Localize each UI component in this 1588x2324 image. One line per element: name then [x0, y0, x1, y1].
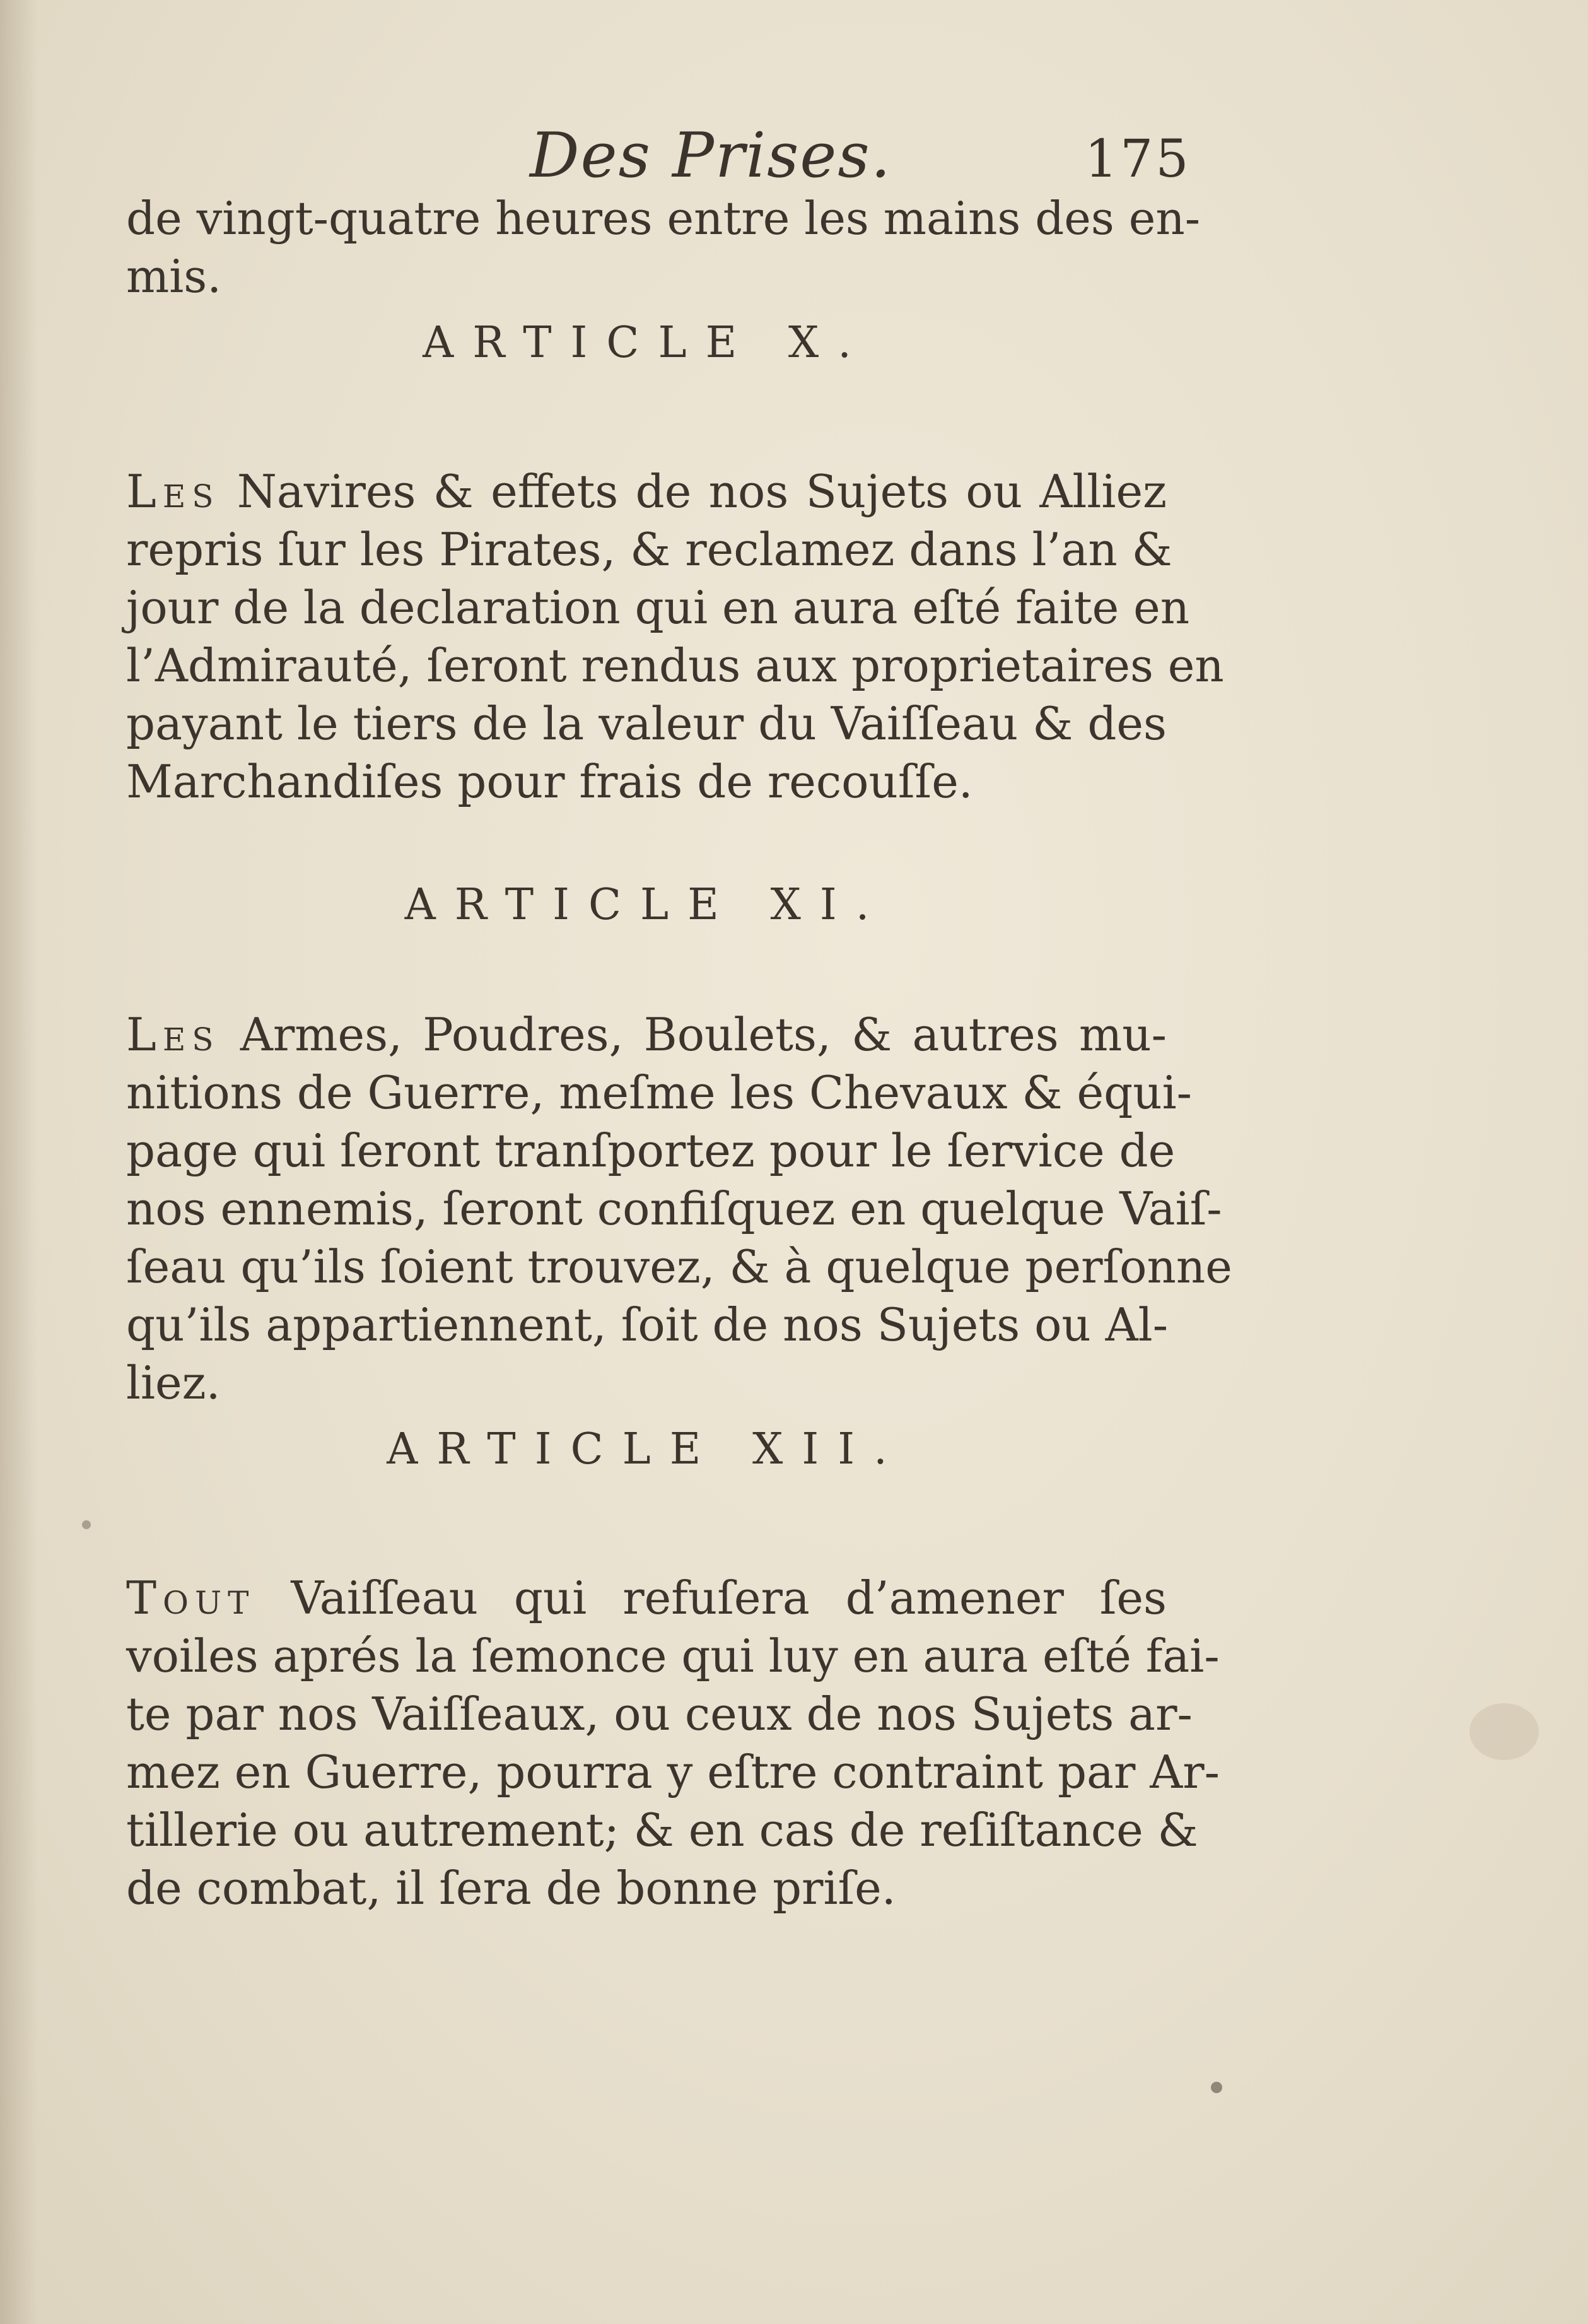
paper-stain — [82, 1520, 91, 1529]
text-line: ſeau qu’ils ſoient trouvez, & à quelque perſonne — [126, 1240, 1232, 1293]
text-line: de vingt-quatre heures entre les mains des en- — [126, 192, 1201, 245]
article-heading: ARTICLE XI. — [404, 880, 889, 930]
article-paragraph — [126, 1006, 1232, 1412]
text-line: mis. — [126, 250, 222, 303]
text-line: de combat, il ſera de bonne priſe. — [126, 1862, 896, 1915]
spine-shadow — [0, 0, 38, 2324]
text-line: Marchandiſes pour frais de recouſſe. — [126, 755, 973, 808]
first-word: Tout — [126, 1571, 255, 1624]
text-line: l’Admirauté, ſeront rendus aux proprietaires en — [126, 639, 1224, 692]
paper-stain — [1469, 1703, 1539, 1760]
text-line: voiles aprés la ſemonce qui luy en aura eſté fai- — [126, 1629, 1220, 1682]
article-heading: ARTICLE XII. — [387, 1424, 906, 1474]
text-line: Les Navires & effets de nos Sujets ou Alliez — [126, 465, 1167, 518]
body-text — [126, 189, 1232, 1987]
paper-stain — [1211, 2082, 1222, 2093]
text-line: repris ſur les Pirates, & reclamez dans l’an & — [126, 523, 1172, 576]
article-paragraph — [126, 462, 1224, 811]
running-head: Des Prises. — [530, 120, 892, 192]
opening-paragraph — [126, 189, 1201, 305]
article-heading: ARTICLE X. — [423, 318, 870, 368]
text-line: Les Armes, Poudres, Boulets, & autres mu- — [126, 1008, 1167, 1061]
text-line: nos ennemis, ſeront confiſquez en quelque Vaiſ- — [126, 1182, 1222, 1235]
text-line: mez en Guerre, pourra y eſtre contraint par Ar- — [126, 1746, 1220, 1799]
text-line: payant le tiers de la valeur du Vaiſſeau & des — [126, 697, 1167, 750]
first-word: Les — [126, 1008, 220, 1061]
text-line: Tout Vaiſſeau qui refuſera d’amener ſes — [126, 1571, 1167, 1624]
text-line: page qui ſeront tranſportez pour le ſervice de — [126, 1124, 1176, 1177]
text-line: nitions de Guerre, meſme les Chevaux & équi- — [126, 1066, 1192, 1119]
article-paragraph — [126, 1569, 1220, 1917]
text-line: jour de la declaration qui en aura eſté faite en — [126, 581, 1190, 634]
page-number: 175 — [1085, 129, 1191, 189]
first-word: Les — [126, 465, 220, 518]
text-line: tillerie ou autrement; & en cas de reſiſtance & — [126, 1804, 1198, 1857]
text-line: liez. — [126, 1356, 221, 1409]
text-line: te par nos Vaiſſeaux, ou ceux de nos Sujets ar- — [126, 1687, 1193, 1740]
text-line: qu’ils appartiennent, ſoit de nos Sujets ou Al- — [126, 1298, 1169, 1351]
